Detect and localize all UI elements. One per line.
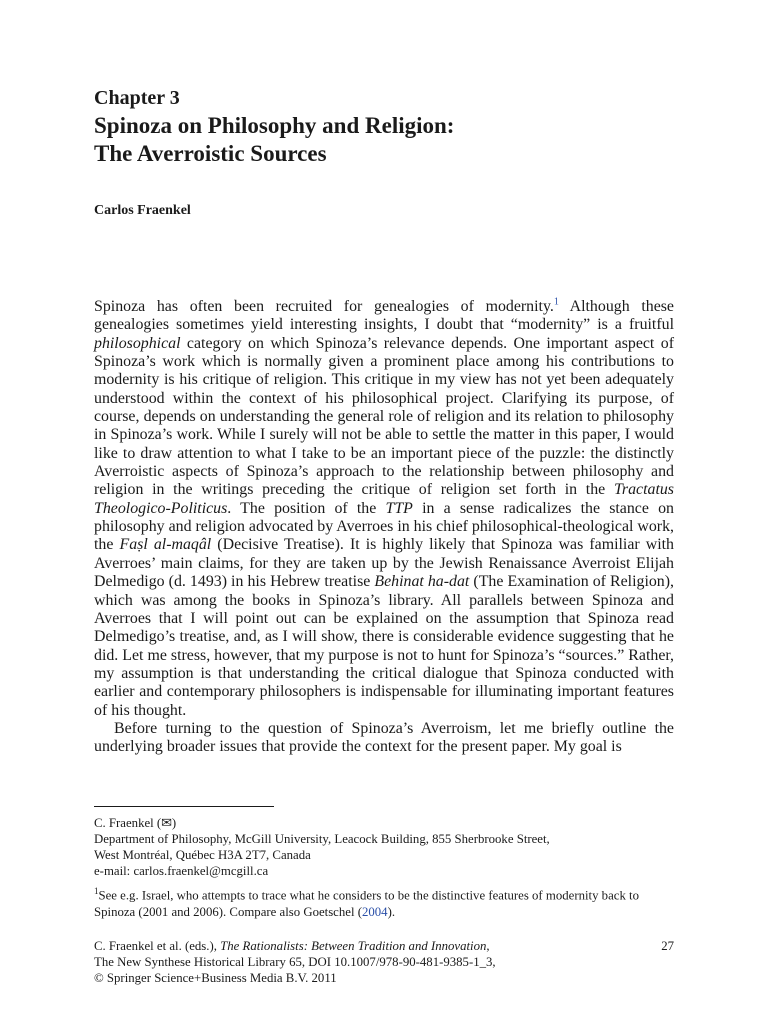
- contact-city: West Montréal, Québec H3A 2T7, Canada: [94, 848, 311, 862]
- contact-name: C. Fraenkel (✉): [94, 816, 177, 830]
- chapter-title: [94, 112, 674, 168]
- book-citation-line1: C. Fraenkel et al. (eds.), The Rationalists: Between Tradition and Innovation,: [94, 939, 490, 953]
- author-name: Carlos Fraenkel: [94, 203, 191, 218]
- copyright-line: © Springer Science+Business Media B.V. 2011: [94, 971, 337, 985]
- paragraph-2: Before turning to the question of Spinoza’s Averroism, let me briefly outline the underlying broader issues that provide the context for the present paper. My goal is: [94, 719, 674, 756]
- contact-email[interactable]: e-mail: carlos.fraenkel@mcgill.ca: [94, 864, 269, 878]
- book-citation-line2: The New Synthese Historical Library 65, DOI 10.1007/978-90-481-9385-1_3,: [94, 955, 496, 969]
- footnote-divider: [94, 806, 274, 807]
- chapter-label: Chapter 3: [94, 87, 180, 109]
- chapter-title-line2: The Averroistic Sources: [94, 141, 327, 166]
- chapter-title-line1: Spinoza on Philosophy and Religion:: [94, 113, 455, 138]
- contact-department: Department of Philosophy, McGill University, Leacock Building, 855 Sherbrooke Street,: [94, 832, 550, 846]
- book-title: The Rationalists: Between Tradition and Innovation: [220, 939, 487, 953]
- footnote-ref-1[interactable]: 1: [553, 296, 559, 308]
- book-citation: [94, 938, 564, 986]
- footnote-1: $^1$See e.g. Israel, who attempts to trace what he considers to be the distinctive features of modernity back to Spinoza (2001 and 2006). Compare also Goetschel (2004).: [94, 886, 639, 920]
- paragraph-1: Spinoza has often been recruited for genealogies of modernity.$^1$ Although these genealogies sometimes yield interesting insights, I doubt that “modernity” is a fruitful philosophical category on which Spinoza’s relevance depends. One important aspect of Spinoza’s work which is normally given a prominent place among his contributions to modernity is his critique of religion. This critique in my view has not yet been adequately understood within the context of his philosophical project. Clarifying its purpose, of course, depends on understanding the general role of religion and its relation to philosophy in Spinoza’s work. While I surely will not be able to settle the matter in this paper, I would like to draw attention to what I take to be an important piece of the puzzle: the distinctly Averroistic aspects of Spinoza’s approach to the relationship between philosophy and religion in the writings preceding the critique of religion set forth in the Tractatus Theologico-Politicus. The position of the TTP in a sense radicalizes the stance on philosophy and religion advocated by Averroes in his chief philosophical-theological work, the Faṣl al-maqâl (Decisive Treatise). It is highly likely that Spinoza was familiar with Averroes’ main claims, for they are taken up by the Jewish Renaissance Averroist Elijah Delmedigo (d. 1493) in his Hebrew treatise Behinat ha-dat (The Examination of Religion), which was among the books in Spinoza’s library. All parallels between Spinoza and Averroes that I will point out can be explained on the assumption that Spinoza read Delmedigo’s treatise, and, as I will show, there is considerable evidence suggesting that he did. Let me stress, however, that my purpose is not to hunt for Spinoza’s “sources.” Rather, my assumption is that understanding the critical dialogue that Spinoza conducted with earlier and contemporary philosophers is indispensable for illuminating important features of his thought.: [94, 296, 675, 719]
- body-text: [94, 298, 674, 757]
- footnote-marker: 1: [94, 886, 99, 896]
- page-number: 27: [661, 939, 674, 953]
- citation-link[interactable]: 2004: [361, 905, 388, 920]
- author-contact: [94, 815, 674, 879]
